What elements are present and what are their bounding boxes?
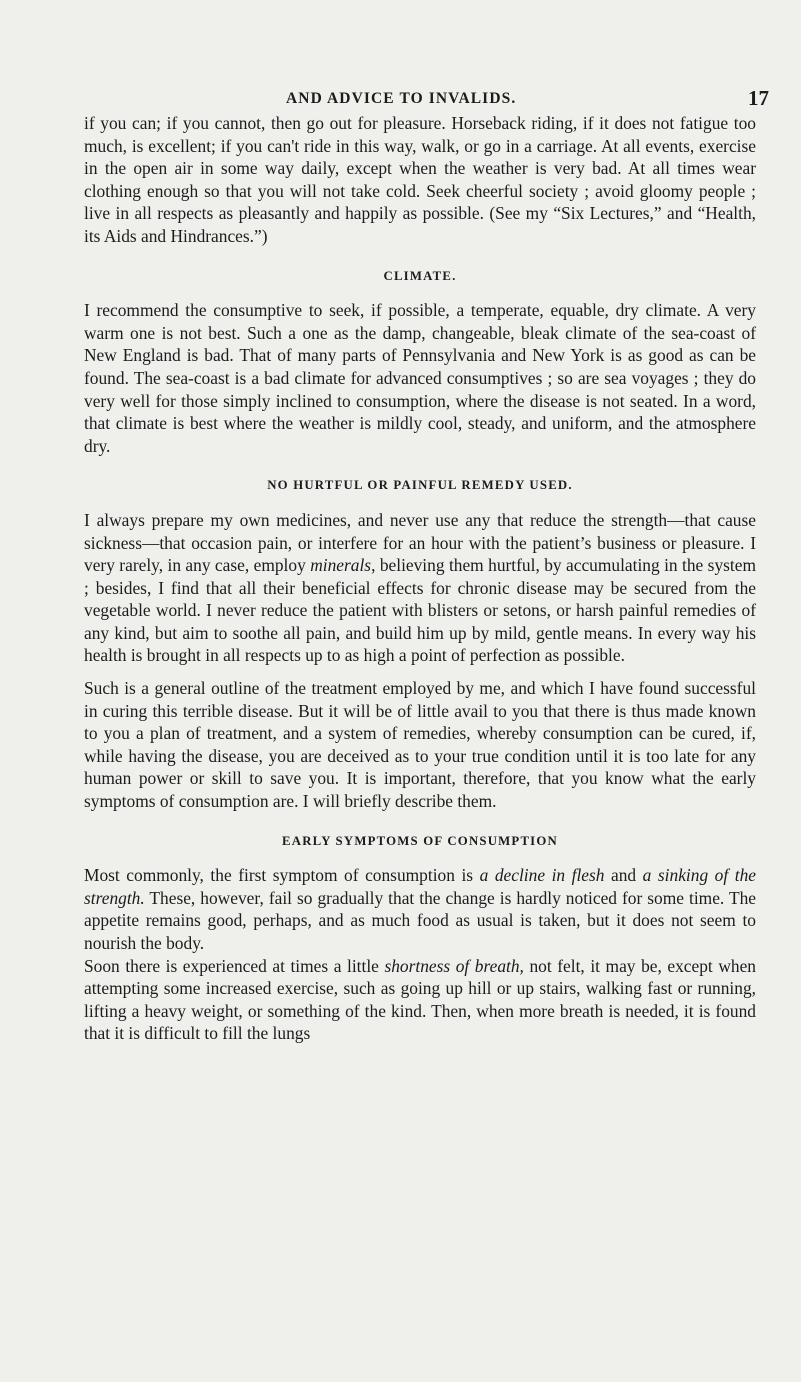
heading-symptoms: EARLY SYMPTOMS OF CONSUMPTION	[282, 833, 558, 848]
paragraph-exercise: if you can; if you cannot, then go out for pleasure. Horseback riding, if it does not fatigue too much, is excellent; if you can't ride in this way, walk, or go in a carriage. At all events, exercise in the open air in some way daily, except when the weather is very bad. At all times wear clothing enough so that you will not take cold. Seek cheerful society ; avoid gloomy people ; live in all respects as pleasantly and happily as possible. (See my “Six Lectures,” and “Health, its Aids and Hindrances.”)	[84, 113, 756, 246]
symptoms-decline: a decline in flesh	[479, 865, 605, 886]
heading-remedy: NO HURTFUL OR PAINFUL REMEDY USED.	[267, 478, 573, 493]
remedy-text-a: I always prepare my own medicines, and never use any that reduce the strength—that cause sickness—that occasion pain, or interfere for an hour with the patient’s business or pleasure. I very rarely, in any case, employ	[84, 509, 756, 576]
page-header	[0, 86, 801, 110]
breath-text-a: Soon there is experienced at times a little	[84, 955, 385, 976]
body-text	[84, 112, 756, 1045]
paragraph-climate: I recommend the consumptive to seek, if possible, a temperate, equable, dry climate. A very warm one is not best. Such a one as the damp, changeable, bleak climate of the sea-coast of New England is bad. That of many parts of Pennsylvania and New York is as good as can be found. The sea-coast is a bad climate for advanced consumptives ; so are sea voyages ; they do very well for those simply inclined to consumption, where the disease is not seated. In a word, that climate is best where the weather is mildly cool, steady, and uniform, and the atmosphere dry.	[84, 300, 756, 456]
paragraph-breath	[84, 955, 756, 1045]
symptoms-sinking: a sinking of the strength.	[84, 865, 756, 908]
page-number: 17	[748, 86, 769, 110]
breath-shortness: shortness of breath,	[384, 955, 524, 976]
symptoms-text-a: Most commonly, the first symptom of consumption is	[84, 865, 480, 886]
paragraph-symptoms	[84, 864, 756, 954]
remedy-text-b: , believing them hurtful, by accumulating in the system ; besides, I find that all their beneficial effects for chronic disease may be secured from the vegetable world. I never reduce the patient with blisters or setons, or harsh painful remedies of any kind, but aim to soothe all pain, and build him up by mild, gentle means. In every way his health is brought in all respects up to as high a point of perfection as possible.	[84, 555, 756, 666]
paragraph-outline: Such is a general outline of the treatment employed by me, and which I have found successful in curing this terrible disease. But it will be of little avail to you that there is thus made known to you a plan of treatment, and a system of remedies, whereby consumption can be cured, if, while having the disease, you are deceived as to your true condition until it is too late for any human power or skill to save you. It is important, therefore, that you know what the early symptoms of consumption are. I will briefly describe them.	[84, 678, 756, 812]
running-head: AND ADVICE TO INVALIDS.	[286, 90, 517, 107]
symptoms-text-b: These, however, fail so gradually that the change is hardly noticed for some time. The appetite remains good, perhaps, and as much food as usual is taken, but it does not seem to nourish the body.	[84, 887, 756, 953]
paragraph-remedy	[84, 509, 756, 667]
heading-climate: CLIMATE.	[383, 268, 457, 283]
symptoms-and: and	[604, 865, 643, 886]
breath-text-b: not felt, it may be, except when attempting some increased exercise, such as going up hill or up stairs, walking fast or running, lifting a heavy weight, or something of the kind. Then, when more breath is needed, it is found that it is difficult to fill the lungs	[84, 955, 756, 1044]
paragraph-gap	[84, 667, 756, 677]
remedy-minerals: minerals	[310, 555, 372, 576]
